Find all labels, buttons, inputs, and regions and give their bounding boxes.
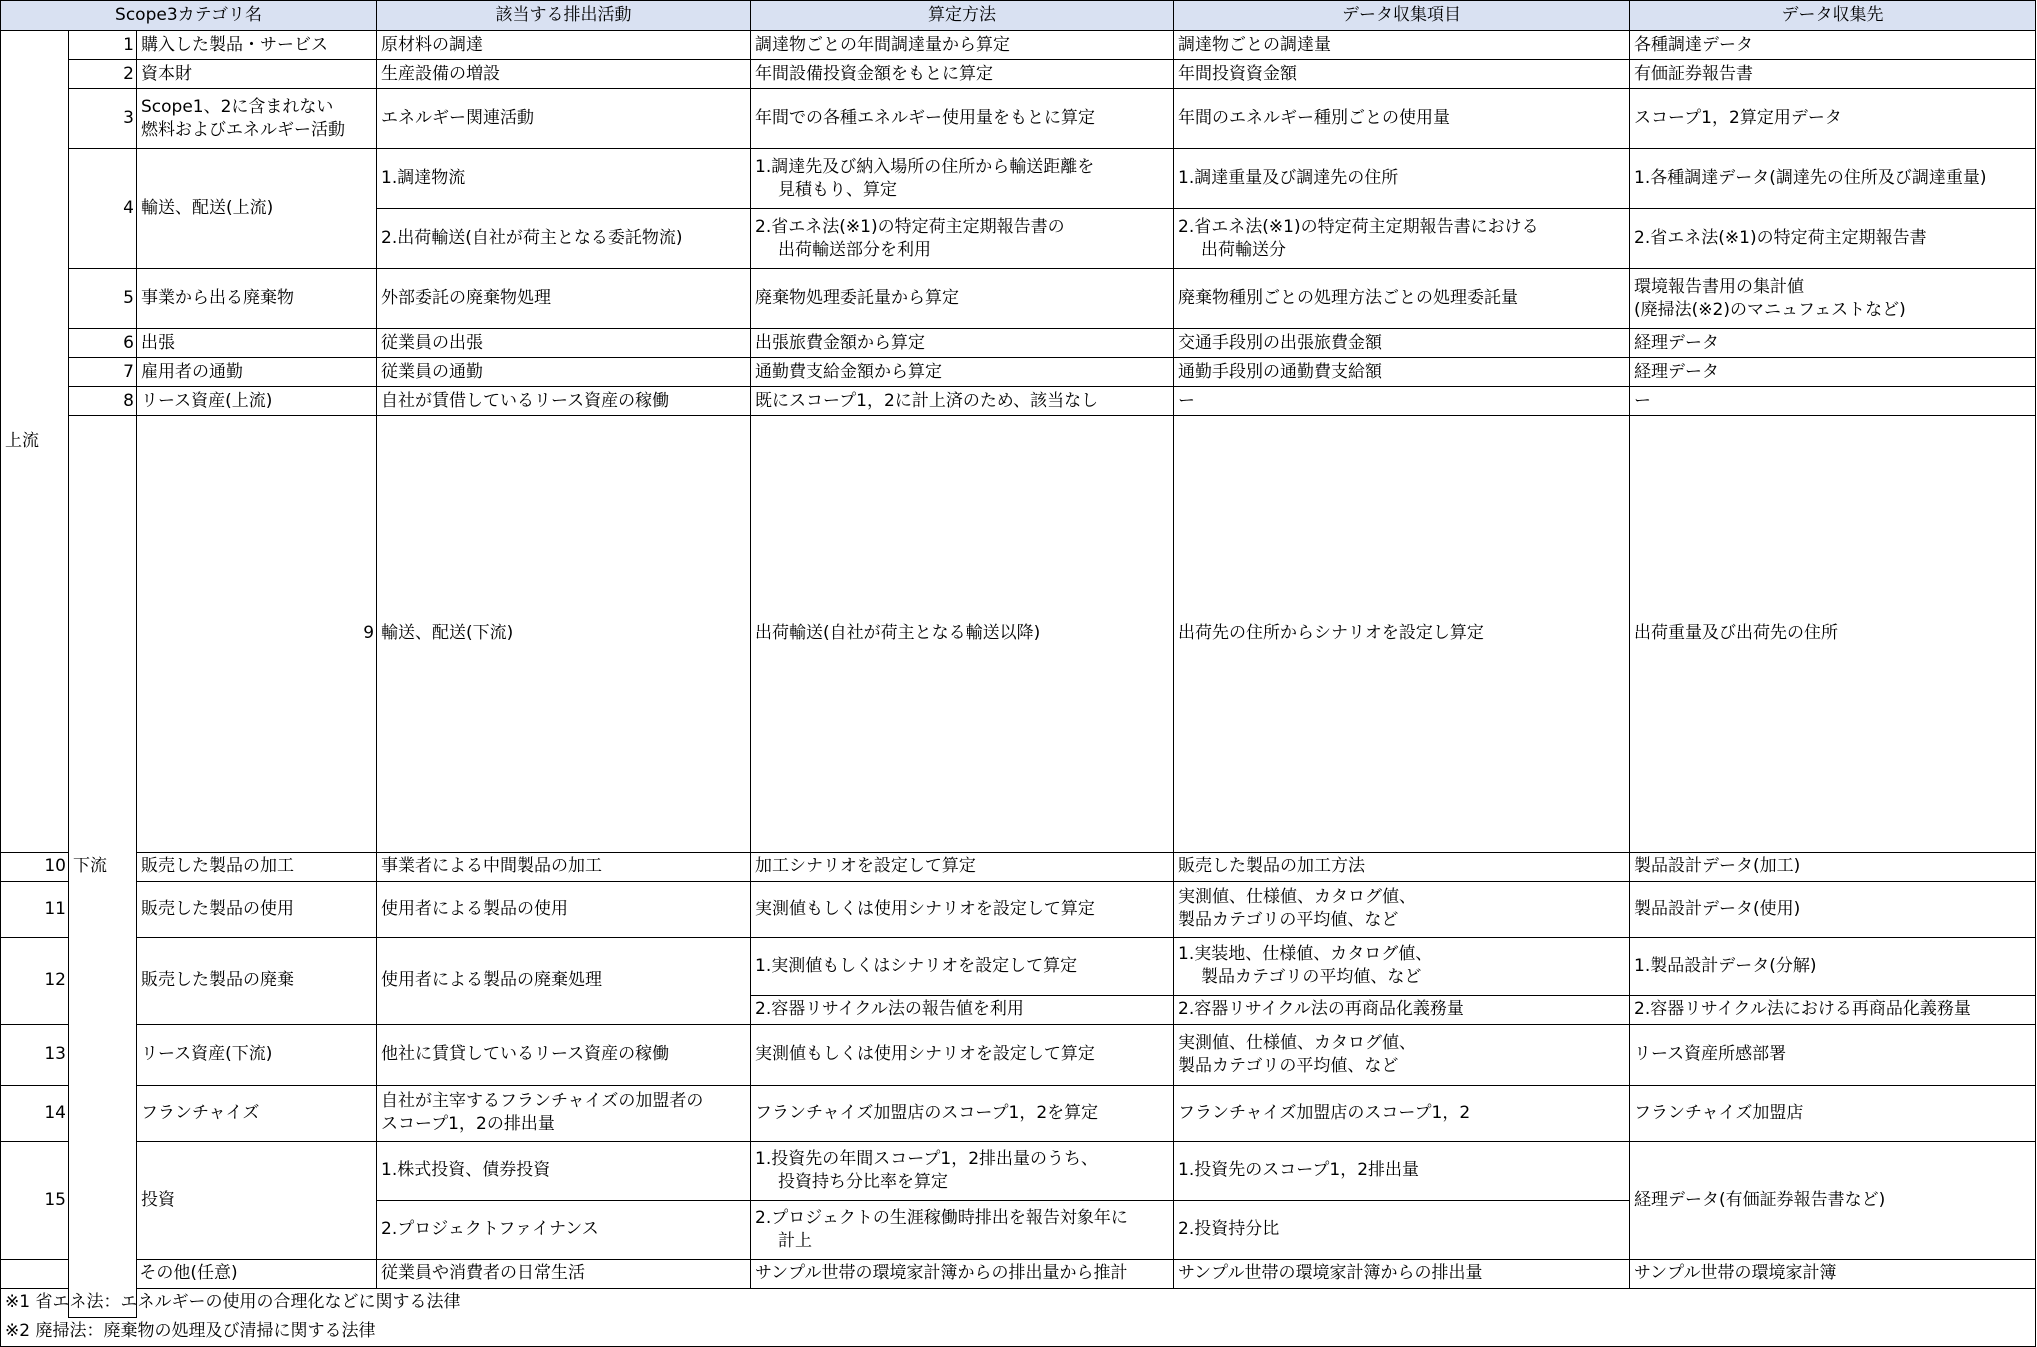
- category-number: 7: [69, 358, 137, 387]
- data-source: 経理データ(有価証券報告書など): [1630, 1141, 2036, 1259]
- table-row: [1, 937, 2036, 995]
- calculation-method: [751, 149, 1174, 209]
- table-row-other: [1, 1259, 2036, 1288]
- data-item: ー: [1174, 387, 1630, 416]
- emission-activity: 1.株式投資、債券投資: [377, 1141, 751, 1200]
- method-line: 出荷輸送部分を利用: [778, 239, 932, 260]
- data-item-line: 実測値、仕様値、カタログ値、: [1178, 1032, 1417, 1053]
- data-source-line: 環境報告書用の集計値: [1634, 276, 1805, 297]
- category-name: その他(任意): [1, 1259, 377, 1288]
- category-name-line: Scope1、2に含まれない: [141, 96, 334, 117]
- category-name: 投資: [137, 1141, 377, 1259]
- data-source: 2.省エネ法(※1)の特定荷主定期報告書: [1630, 209, 2036, 269]
- method-line: 1.調達先及び納入場所の住所から輸送距離を: [755, 156, 1095, 177]
- category-number: 9: [137, 416, 377, 853]
- data-item: [1174, 209, 1630, 269]
- category-name: 輸送、配送(上流): [137, 149, 377, 269]
- emission-activity: 2.出荷輸送(自社が荷主となる委託物流): [377, 209, 751, 269]
- data-source: 2.容器リサイクル法における再商品化義務量: [1630, 995, 2036, 1024]
- data-item: 廃棄物種別ごとの処理方法ごとの処理委託量: [1174, 269, 1630, 329]
- calculation-method: 1.実測値もしくはシナリオを設定して算定: [751, 937, 1174, 995]
- data-item: 調達物ごとの調達量: [1174, 31, 1630, 60]
- downstream-label: 下流: [69, 416, 137, 1318]
- category-number: 6: [69, 329, 137, 358]
- calculation-method: サンプル世帯の環境家計簿からの排出量から推計: [751, 1259, 1174, 1288]
- footnote-row: [1, 1317, 2036, 1346]
- category-name: 購入した製品・サービス: [137, 31, 377, 60]
- category-name-line: 燃料およびエネルギー活動: [141, 119, 345, 140]
- data-source: 有価証券報告書: [1630, 60, 2036, 89]
- category-name: 販売した製品の廃棄: [137, 937, 377, 1024]
- method-line: 1.投資先の年間スコープ1，2排出量のうち、: [755, 1148, 1099, 1169]
- emission-activity: 出荷輸送(自社が荷主となる輸送以降): [751, 416, 1174, 853]
- table-row: [1, 60, 2036, 89]
- table-row: [1, 387, 2036, 416]
- data-source: 各種調達データ: [1630, 31, 2036, 60]
- table-row: [1, 89, 2036, 149]
- header-activity: 該当する排出活動: [377, 1, 751, 31]
- data-source: 1.各種調達データ(調達先の住所及び調達重量): [1630, 149, 2036, 209]
- category-number: 4: [69, 149, 137, 269]
- calculation-method: 2.容器リサイクル法の報告値を利用: [751, 995, 1174, 1024]
- emission-activity: 使用者による製品の廃棄処理: [377, 937, 751, 1024]
- method-line: 計上: [778, 1230, 813, 1251]
- category-name: リース資産(上流): [137, 387, 377, 416]
- table-row: [1, 416, 2036, 853]
- emission-activity: 従業員の出張: [377, 329, 751, 358]
- header-data-item: データ収集項目: [1174, 1, 1630, 31]
- table-row: [1, 881, 2036, 937]
- table-row: [1, 269, 2036, 329]
- emission-activity: 他社に賃貸しているリース資産の稼働: [377, 1024, 751, 1085]
- calculation-method: 加工シナリオを設定して算定: [751, 852, 1174, 881]
- calculation-method: 年間での各種エネルギー使用量をもとに算定: [751, 89, 1174, 149]
- header-method: 算定方法: [751, 1, 1174, 31]
- calculation-method: [751, 209, 1174, 269]
- data-source: 1.製品設計データ(分解): [1630, 937, 2036, 995]
- category-number: 12: [1, 937, 69, 1024]
- data-item: 年間投資資金額: [1174, 60, 1630, 89]
- emission-activity: 原材料の調達: [377, 31, 751, 60]
- category-number: 8: [69, 387, 137, 416]
- calculation-method: 年間設備投資金額をもとに算定: [751, 60, 1174, 89]
- data-item: 販売した製品の加工方法: [1174, 852, 1630, 881]
- emission-activity: 事業者による中間製品の加工: [377, 852, 751, 881]
- emission-activity: エネルギー関連活動: [377, 89, 751, 149]
- data-item: [1174, 1024, 1630, 1085]
- category-number: 10: [1, 852, 69, 881]
- table-row: [1, 329, 2036, 358]
- table-row: [1, 1085, 2036, 1141]
- calculation-method: 既にスコープ1，2に計上済のため、該当なし: [751, 387, 1174, 416]
- calculation-method: 出荷先の住所からシナリオを設定し算定: [1174, 416, 1630, 853]
- data-source-line: (廃掃法(※2)のマニュフェストなど): [1634, 299, 1906, 320]
- method-line: 投資持ち分比率を算定: [778, 1171, 949, 1192]
- data-item-line: 製品カテゴリの平均値、など: [1178, 910, 1399, 931]
- data-item: 1.投資先のスコープ1，2排出量: [1174, 1141, 1630, 1200]
- data-source: サンプル世帯の環境家計簿: [1630, 1259, 2036, 1288]
- table-row: [1, 852, 2036, 881]
- category-number: 5: [69, 269, 137, 329]
- footnote-row: [1, 1288, 2036, 1317]
- calculation-method: 実測値もしくは使用シナリオを設定して算定: [751, 1024, 1174, 1085]
- data-source: フランチャイズ加盟店: [1630, 1085, 2036, 1141]
- header-data-source: データ収集先: [1630, 1, 2036, 31]
- data-source: 経理データ: [1630, 329, 2036, 358]
- data-item-line: 2.省エネ法(※1)の特定荷主定期報告書における: [1178, 216, 1539, 237]
- data-item: [1174, 937, 1630, 995]
- category-number: 3: [69, 89, 137, 149]
- calculation-method: 通勤費支給金額から算定: [751, 358, 1174, 387]
- data-source: [1630, 269, 2036, 329]
- data-source: リース資産所感部署: [1630, 1024, 2036, 1085]
- calculation-method: 実測値もしくは使用シナリオを設定して算定: [751, 881, 1174, 937]
- data-item: 交通手段別の出張旅費金額: [1174, 329, 1630, 358]
- header-category: Scope3カテゴリ名: [1, 1, 377, 31]
- category-number: 2: [69, 60, 137, 89]
- category-number: 14: [1, 1085, 69, 1141]
- data-item: 通勤手段別の通勤費支給額: [1174, 358, 1630, 387]
- table-row: [1, 358, 2036, 387]
- method-line: 2.プロジェクトの生涯稼働時排出を報告対象年に: [755, 1207, 1128, 1228]
- category-name: 雇用者の通勤: [137, 358, 377, 387]
- data-item: 出荷重量及び出荷先の住所: [1630, 416, 2036, 853]
- category-number: 1: [69, 31, 137, 60]
- data-item-line: 実測値、仕様値、カタログ値、: [1178, 887, 1417, 908]
- data-item: 年間のエネルギー種別ごとの使用量: [1174, 89, 1630, 149]
- header-row: [1, 1, 2036, 31]
- emission-activity: 生産設備の増設: [377, 60, 751, 89]
- table-row: [1, 1141, 2036, 1200]
- data-item: 2.容器リサイクル法の再商品化義務量: [1174, 995, 1630, 1024]
- category-name: 輸送、配送(下流): [377, 416, 751, 853]
- calculation-method: [751, 1141, 1174, 1200]
- calculation-method: [751, 1200, 1174, 1259]
- activity-line: 自社が主宰するフランチャイズの加盟者の: [381, 1091, 704, 1112]
- category-number: 15: [1, 1141, 69, 1259]
- category-name: 出張: [137, 329, 377, 358]
- footnote: ※2 廃掃法：廃棄物の処理及び清掃に関する法律: [1, 1317, 2036, 1346]
- emission-activity: 外部委託の廃棄物処理: [377, 269, 751, 329]
- data-source: 経理データ: [1630, 358, 2036, 387]
- data-source: 製品設計データ(使用): [1630, 881, 2036, 937]
- emission-activity: 使用者による製品の使用: [377, 881, 751, 937]
- category-name: フランチャイズ: [137, 1085, 377, 1141]
- calculation-method: 出張旅費金額から算定: [751, 329, 1174, 358]
- data-item: フランチャイズ加盟店のスコープ1，2: [1174, 1085, 1630, 1141]
- emission-activity: 自社が賃借しているリース資産の稼働: [377, 387, 751, 416]
- calculation-method: フランチャイズ加盟店のスコープ1，2を算定: [751, 1085, 1174, 1141]
- data-source: 製品設計データ(加工): [1630, 852, 2036, 881]
- calculation-method: 廃棄物処理委託量から算定: [751, 269, 1174, 329]
- calculation-method: 調達物ごとの年間調達量から算定: [751, 31, 1174, 60]
- data-item-line: 製品カテゴリの平均値、など: [1178, 1055, 1399, 1076]
- emission-activity: 1.調達物流: [377, 149, 751, 209]
- data-item-line: 1.実装地、仕様値、カタログ値、: [1178, 944, 1433, 965]
- data-item-line: 出荷輸送分: [1201, 239, 1287, 260]
- data-item: [1174, 881, 1630, 937]
- emission-activity: 2.プロジェクトファイナンス: [377, 1200, 751, 1259]
- category-name: 事業から出る廃棄物: [137, 269, 377, 329]
- table-row: [1, 31, 2036, 60]
- data-source: ー: [1630, 387, 2036, 416]
- category-name: [137, 89, 377, 149]
- method-line: 見積もり、算定: [778, 179, 898, 200]
- emission-activity: 従業員や消費者の日常生活: [377, 1259, 751, 1288]
- category-name: 販売した製品の使用: [137, 881, 377, 937]
- table-row: [1, 1024, 2036, 1085]
- data-item: 1.調達重量及び調達先の住所: [1174, 149, 1630, 209]
- category-name: リース資産(下流): [137, 1024, 377, 1085]
- footnote: ※1 省エネ法：エネルギーの使用の合理化などに関する法律: [1, 1288, 2036, 1317]
- emission-activity: 従業員の通勤: [377, 358, 751, 387]
- emission-activity: [377, 1085, 751, 1141]
- category-number: 11: [1, 881, 69, 937]
- data-item-line: 製品カテゴリの平均値、など: [1201, 967, 1422, 988]
- upstream-label: 上流: [1, 31, 69, 853]
- data-source: スコープ1，2算定用データ: [1630, 89, 2036, 149]
- data-item: 2.投資持分比: [1174, 1200, 1630, 1259]
- method-line: 2.省エネ法(※1)の特定荷主定期報告書の: [755, 216, 1065, 237]
- data-item: サンプル世帯の環境家計簿からの排出量: [1174, 1259, 1630, 1288]
- category-name: 資本財: [137, 60, 377, 89]
- category-number: 13: [1, 1024, 69, 1085]
- table-row: [1, 149, 2036, 209]
- category-name: 販売した製品の加工: [137, 852, 377, 881]
- activity-line: スコープ1，2の排出量: [381, 1114, 555, 1135]
